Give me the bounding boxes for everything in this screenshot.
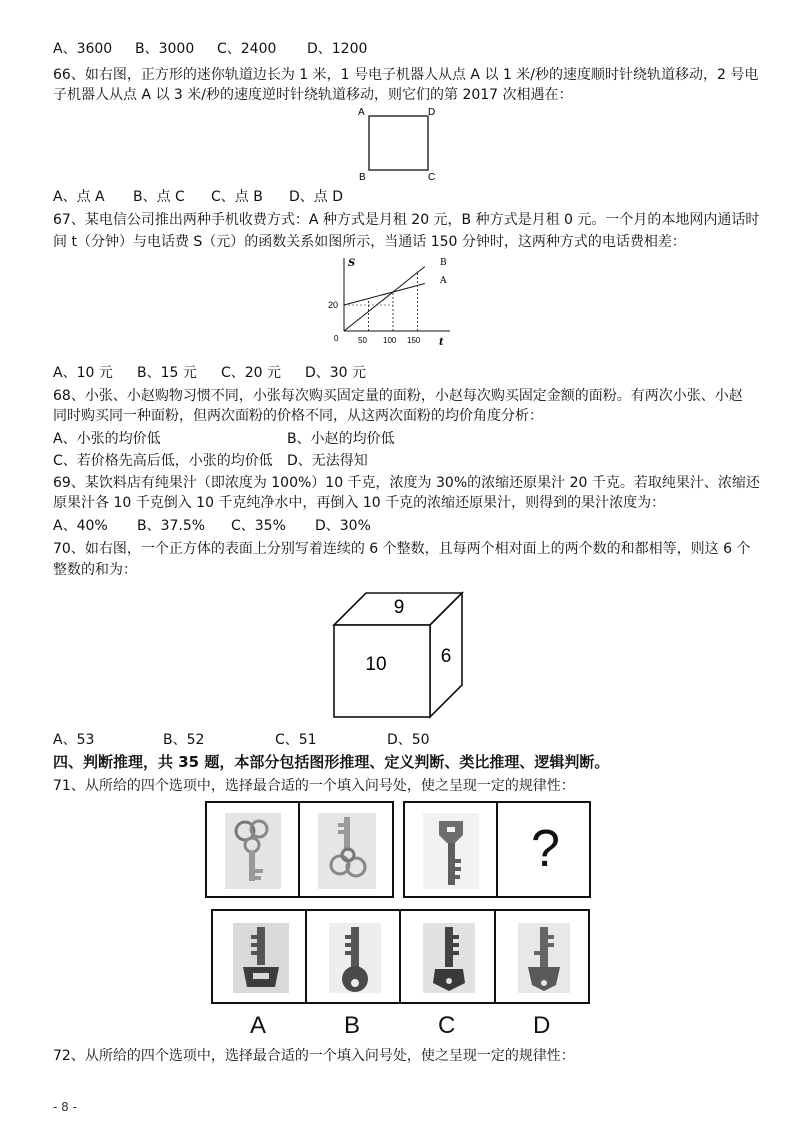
q67-option-b: B、15 元 [137,365,197,381]
q68-option-a: A、小张的均价低 [53,431,161,447]
cube-top-number: 9 [393,597,405,618]
question-mark: ? [531,820,560,878]
house-key-icon [405,803,500,900]
q70-option-c: C、51 [275,732,317,748]
q66-option-b: B、点 C [133,189,185,205]
page-number: - 8 - [53,1100,77,1114]
q70-option-d: D、50 [387,732,430,748]
x-tick-label-50: 50 [358,336,367,345]
q71-answer-b-panel[interactable] [305,909,401,1004]
q66-stem-line1: 66、如右图，正方形的迷你轨道边长为 1 米，1 号电子机器人从点 A 以 1 米/秒的速度顺时针绕轨道移动，2 号电 [53,67,759,83]
q71-answer-c-panel[interactable] [399,909,496,1004]
corner-label-c: C [428,172,436,183]
key-option-c-icon [401,911,498,1006]
q71-panel-3 [403,801,498,898]
q65-option-a: A、3600 [53,41,113,57]
series-a-line [344,284,425,306]
q71-answer-a-panel[interactable] [211,909,307,1004]
q68-option-c: C、若价格先高后低，小张的均价低 [53,453,273,469]
q67-stem-line2: 间 t（分钟）与电话费 S（元）的函数关系如图所示，当通话 150 分钟时，这两种方式的电话费相差： [53,234,686,250]
answer-letter-c[interactable]: C [438,1012,456,1039]
q70-options [53,731,430,749]
q71-answer-d-panel[interactable] [494,909,590,1004]
q70-stem-line1: 70、如右图，一个正方体的表面上分别写着连续的 6 个整数，且每两个相对面上的两个数的和都相等，则这 6 个 [53,541,751,557]
q68-option-d: D、无法得知 [287,453,368,469]
q71-stem: 71、从所给的四个选项中，选择最合适的一个填入问号处，使之呈现一定的规律性： [53,778,575,794]
cube-front-number: 10 [365,654,387,675]
q66-options [53,188,343,206]
q68-stem-line1: 68、小张、小赵购物习惯不同，小张每次购买固定量的面粉，小赵每次购买固定金额的面粉。有两次小张、小赵 [53,388,743,404]
q70-option-b: B、52 [163,732,205,748]
q67-option-c: C、20 元 [221,365,282,381]
q65-option-c: C、2400 [217,41,277,57]
q67-options [53,364,366,382]
q66-option-a: A、点 A [53,189,105,205]
ornate-key-inverted-icon [300,803,396,900]
q69-option-c: C、35% [231,518,286,534]
cube-side-number: 6 [440,646,452,667]
q67-option-a: A、10 元 [53,365,113,381]
answer-letter-d[interactable]: D [533,1012,551,1039]
y-axis-label: S [348,258,356,269]
q69-option-d: D、30% [315,518,371,534]
q68-stem-line2: 同时购买同一种面粉，但两次面粉的价格不同，从这两次面粉的均价角度分析： [53,408,543,424]
q69-option-b: B、37.5% [137,518,206,534]
q71-panel-1 [205,801,300,898]
origin-tick-label: 0 [334,334,339,343]
q67-stem-line1: 67、某电信公司推出两种手机收费方式：A 种方式是月租 20 元，B 种方式是月租 0 元。一个月的本地网内通话时 [53,212,760,228]
corner-label-a: A [358,107,365,118]
q66-stem-line2: 子机器人从点 A 以 3 米/秒的速度逆时针绕轨道移动，则它们的第 2017 次相遇在： [53,87,573,103]
x-tick-label-100: 100 [383,336,397,345]
q67-line-chart [322,252,462,350]
q69-option-a: A、40% [53,518,108,534]
y-tick-label-20: 20 [328,300,339,310]
answer-letter-a[interactable]: A [250,1012,267,1039]
ornate-key-icon [207,803,302,900]
q66-option-d: D、点 D [289,189,344,205]
series-b-legend-label: B [440,258,447,268]
answer-letter-b[interactable]: B [344,1012,361,1039]
corner-label-d: D [428,107,436,118]
q65-option-d: D、1200 [307,41,368,57]
key-option-d-icon [496,911,592,1006]
q72-stem: 72、从所给的四个选项中，选择最合适的一个填入问号处，使之呈现一定的规律性： [53,1048,575,1064]
q71-panel-question [496,801,591,898]
corner-label-b: B [359,172,366,183]
q66-option-c: C、点 B [211,189,263,205]
q65-options [53,40,367,58]
q67-option-d: D、30 元 [305,365,367,381]
q70-cube-figure [328,583,478,723]
square-track [369,116,428,170]
q69-stem-line2: 原果汁各 10 千克倒入 10 千克纯净水中，再倒入 10 千克的浓缩还原果汁，则得到的果汁浓度为： [53,495,666,511]
q66-square-track-figure [355,103,445,183]
x-tick-label-150: 150 [407,336,421,345]
key-option-b-icon [307,911,403,1006]
x-axis-label: t [439,337,444,348]
q65-option-b: B、3000 [135,41,195,57]
key-option-a-icon [213,911,309,1006]
q71-panel-2 [298,801,394,898]
q69-stem-line1: 69、某饮料店有纯果汁（即浓度为 100%）10 千克，浓度为 30%的浓缩还原果汁 20 千克。若取纯果汁、浓缩还 [53,475,760,491]
q70-stem-line2: 整数的和为： [53,562,137,578]
q68-option-b: B、小赵的均价低 [287,431,395,447]
series-a-legend-label: A [440,276,447,286]
q69-options [53,517,371,535]
q70-option-a: A、53 [53,732,95,748]
series-b-line [344,267,425,331]
section-4-heading: 四、判断推理，共 35 题，本部分包括图形推理、定义判断、类比推理、逻辑判断。 [53,753,610,771]
